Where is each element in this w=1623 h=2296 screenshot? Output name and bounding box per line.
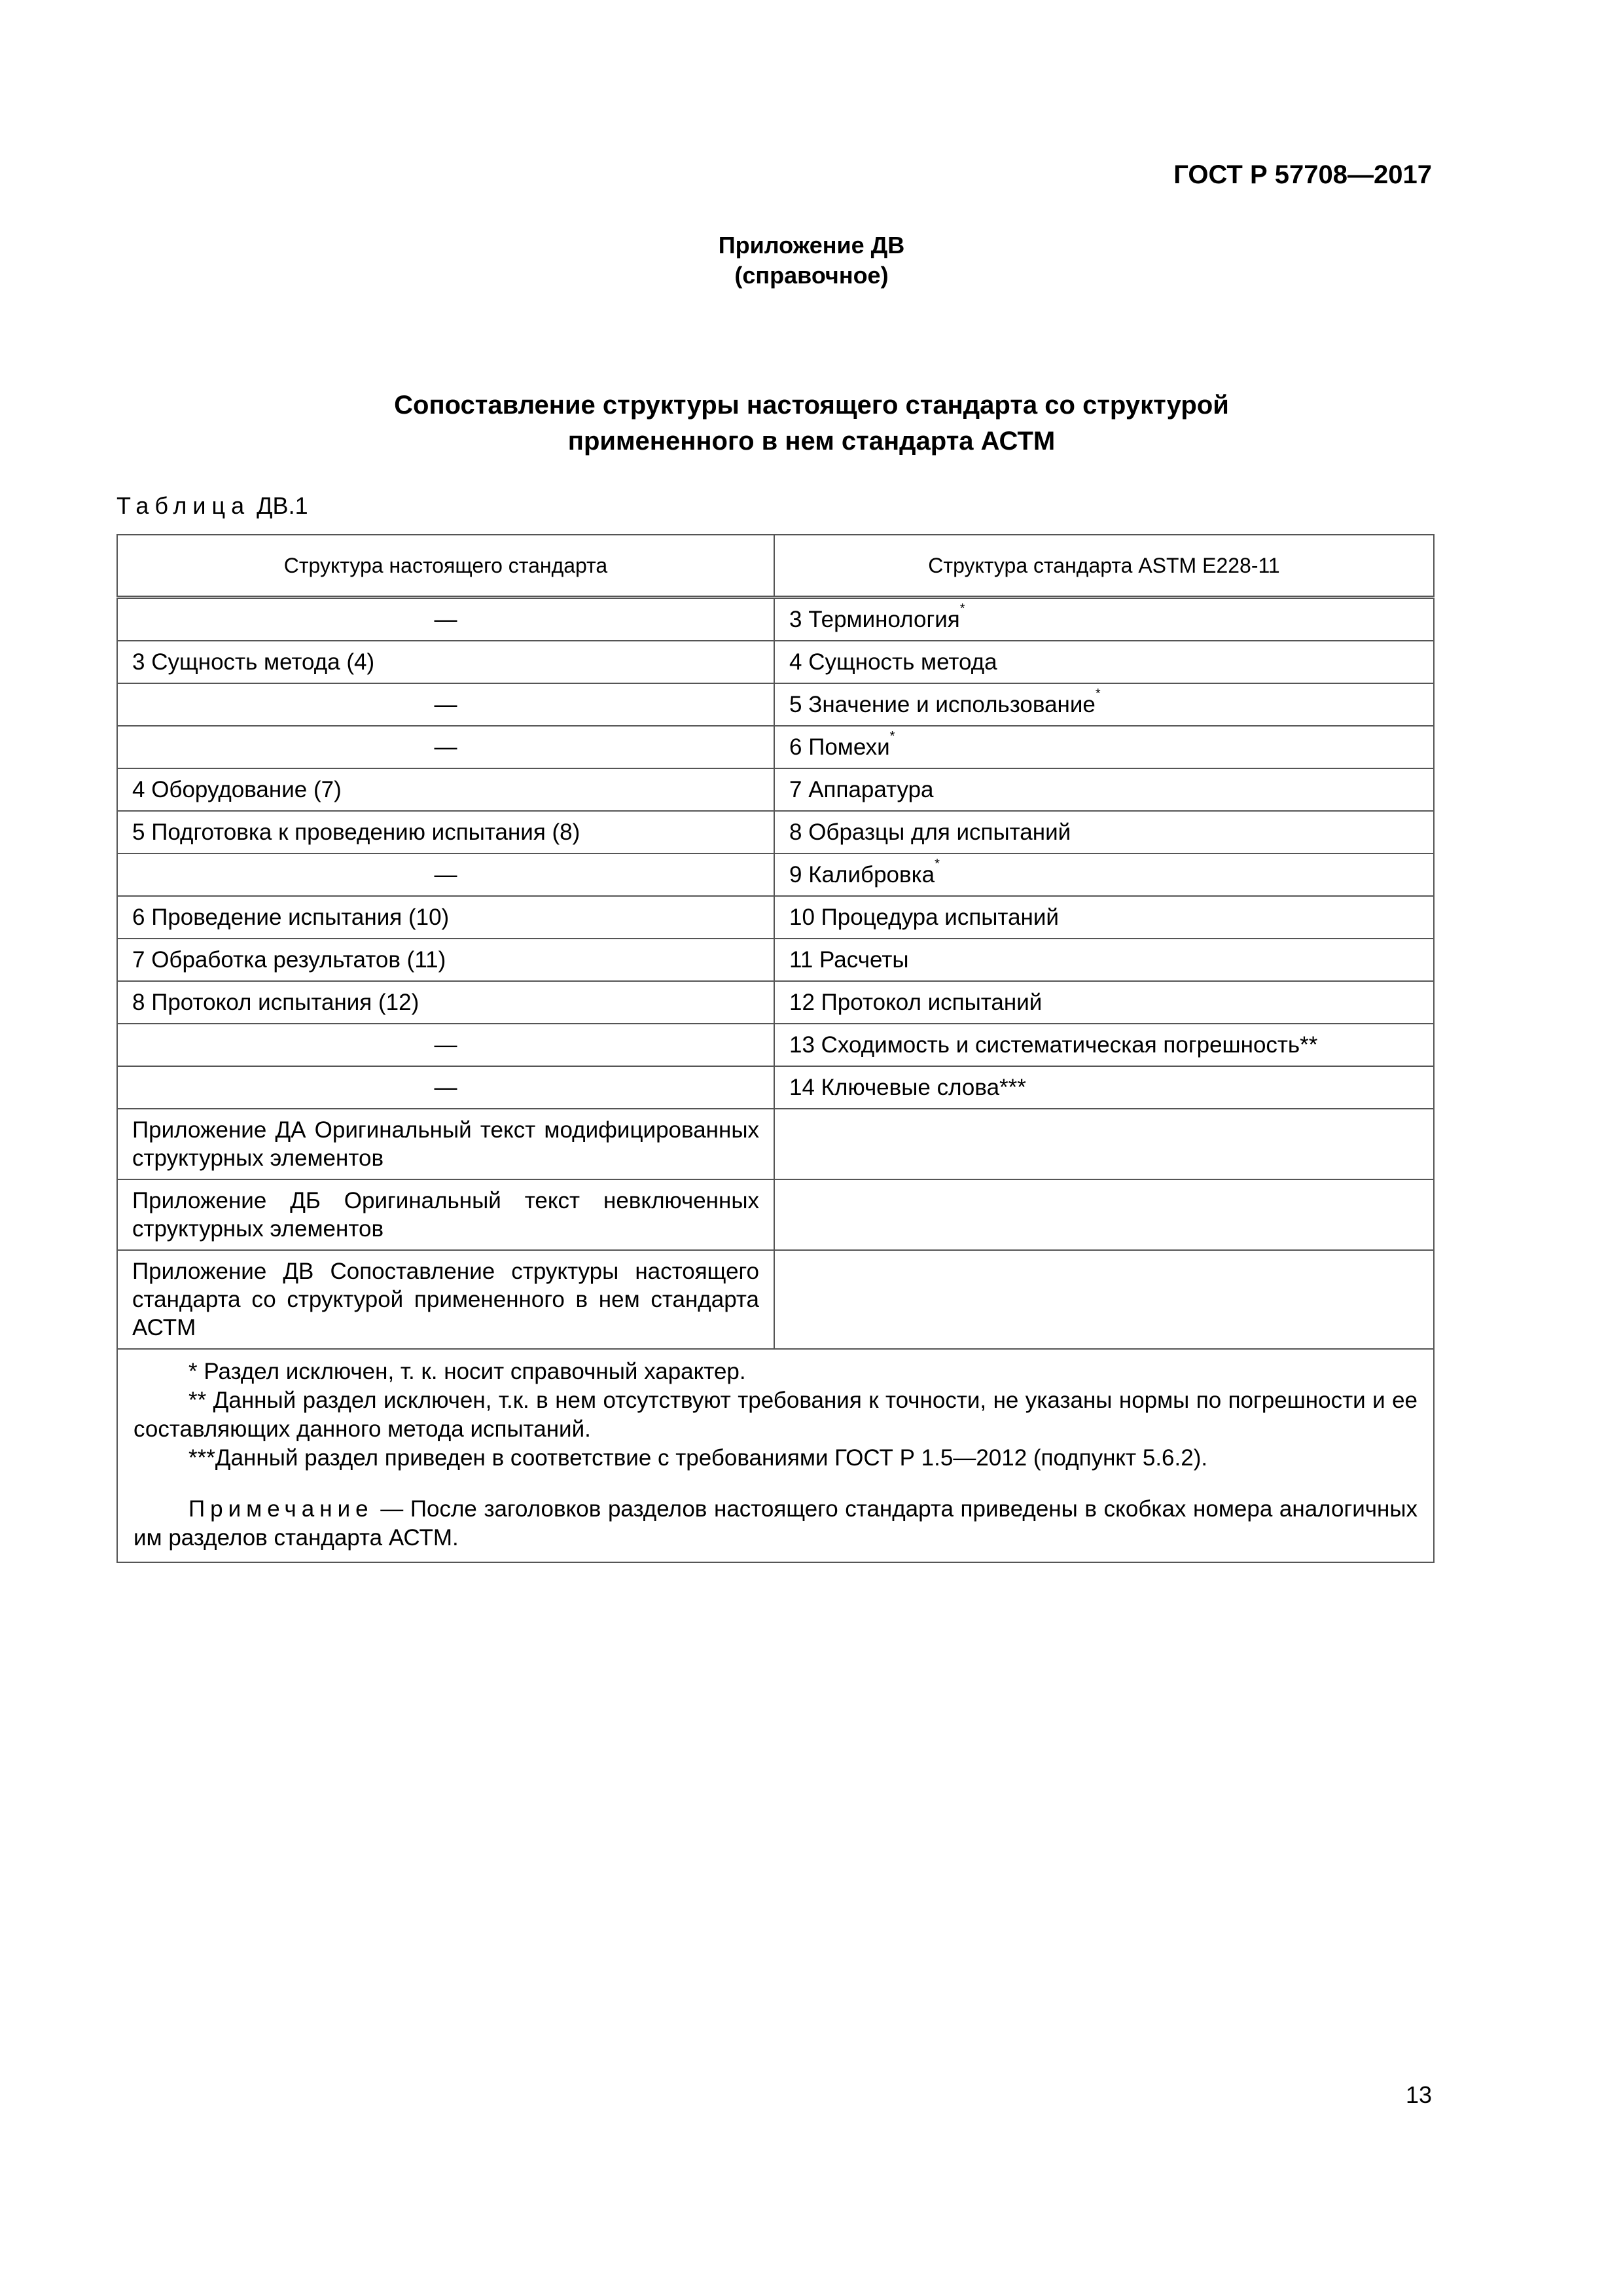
current-standard-section: — (117, 598, 774, 641)
table-row (117, 981, 1434, 1024)
current-standard-section: 8 Протокол испытания (12) (117, 981, 774, 1024)
page-number: 13 (1405, 2081, 1432, 2108)
astm-section-text: 5 Значение и использование (789, 692, 1096, 717)
table-caption-word: Таблица (116, 492, 251, 519)
table-row (117, 641, 1434, 683)
appendix-row (117, 1250, 1434, 1349)
footnote-1: * Раздел исключен, т. к. носит справочный характер. (188, 1359, 746, 1384)
page-title-line-1: Сопоставление структуры настоящего стандарта со структурой (394, 391, 1229, 420)
astm-section-text: 12 Протокол испытаний (789, 990, 1043, 1015)
note-label: Примечание (188, 1496, 374, 1522)
page-title (0, 387, 1623, 459)
footnote-2: ** Данный раздел исключен, т.к. в нем отсутствуют требования к точности, не указаны нормы по погрешности и ее составляющих данного метода испытаний. (134, 1388, 1418, 1442)
footnote-marker: * (959, 601, 965, 616)
astm-section-text: 6 Помехи (789, 734, 890, 760)
table-row (117, 726, 1434, 768)
current-standard-section: — (117, 683, 774, 726)
current-standard-section: 3 Сущность метода (4) (117, 641, 774, 683)
astm-standard-section (774, 1024, 1434, 1066)
table-header-row (117, 535, 1434, 598)
appendix-reference: Приложение ДА Оригинальный текст модифицированных структурных элементов (117, 1109, 774, 1179)
appendix-astm-empty (774, 1179, 1434, 1250)
appendix-row (117, 1109, 1434, 1179)
astm-standard-section (774, 896, 1434, 939)
table-row (117, 1066, 1434, 1109)
appendix-astm-empty (774, 1250, 1434, 1349)
astm-standard-section (774, 811, 1434, 853)
astm-section-text: 10 Процедура испытаний (789, 905, 1059, 930)
footnote-marker: * (935, 857, 940, 871)
astm-standard-section (774, 726, 1434, 768)
table-note (134, 1495, 1418, 1552)
current-standard-section: 4 Оборудование (7) (117, 768, 774, 811)
footnotes-row (117, 1349, 1434, 1562)
astm-section-text: 11 Расчеты (789, 947, 909, 973)
table-caption-number: ДВ.1 (257, 492, 308, 519)
astm-section-text: 13 Сходимость и систематическая погрешность** (789, 1032, 1318, 1058)
appendix-type: (справочное) (734, 262, 889, 289)
astm-section-text: 4 Сущность метода (789, 649, 997, 675)
current-standard-section: 5 Подготовка к проведению испытания (8) (117, 811, 774, 853)
astm-standard-section (774, 853, 1434, 896)
appendix-label: Приложение ДВ (718, 232, 905, 259)
document-code: ГОСТ Р 57708—2017 (1173, 160, 1432, 189)
table-row (117, 811, 1434, 853)
table-row (117, 598, 1434, 641)
astm-section-text: 9 Калибровка (789, 862, 935, 888)
appendix-row (117, 1179, 1434, 1250)
table-body (117, 598, 1434, 1563)
column-header-astm-standard: Структура стандарта ASTM E228-11 (774, 535, 1434, 598)
table-row (117, 1024, 1434, 1066)
comparison-table (116, 534, 1435, 1563)
astm-section-text: 14 Ключевые слова*** (789, 1075, 1026, 1100)
table-row (117, 896, 1434, 939)
astm-standard-section (774, 939, 1434, 981)
table-row (117, 853, 1434, 896)
current-standard-section: 7 Обработка результатов (11) (117, 939, 774, 981)
astm-standard-section (774, 683, 1434, 726)
current-standard-section: 6 Проведение испытания (10) (117, 896, 774, 939)
appendix-heading (0, 230, 1623, 291)
current-standard-section: — (117, 726, 774, 768)
astm-standard-section (774, 981, 1434, 1024)
footnote-marker: * (1095, 687, 1101, 701)
table-row (117, 939, 1434, 981)
table-row (117, 768, 1434, 811)
footnotes-cell (117, 1349, 1434, 1562)
current-standard-section: — (117, 1024, 774, 1066)
astm-standard-section (774, 768, 1434, 811)
astm-section-text: 8 Образцы для испытаний (789, 819, 1071, 845)
current-standard-section: — (117, 1066, 774, 1109)
note-text: — После заголовков разделов настоящего стандарта приведены в скобках номера аналогичных им разделов стандарта АСТМ. (134, 1496, 1418, 1551)
table-caption (116, 492, 308, 520)
footnote-marker: * (889, 729, 895, 744)
column-header-current-standard: Структура настоящего стандарта (117, 535, 774, 598)
astm-standard-section (774, 1066, 1434, 1109)
page-title-line-2: примененного в нем стандарта АСТМ (567, 427, 1056, 456)
appendix-reference: Приложение ДБ Оригинальный текст невключенных структурных элементов (117, 1179, 774, 1250)
astm-standard-section (774, 641, 1434, 683)
astm-section-text: 3 Терминология (789, 607, 960, 632)
appendix-astm-empty (774, 1109, 1434, 1179)
table-row (117, 683, 1434, 726)
footnote-3: ***Данный раздел приведен в соответствие с требованиями ГОСТ Р 1.5—2012 (подпункт 5.6.2). (188, 1445, 1208, 1471)
appendix-reference: Приложение ДВ Сопоставление структуры настоящего стандарта со структурой примененного в нем стандарта АСТМ (117, 1250, 774, 1349)
astm-section-text: 7 Аппаратура (789, 777, 934, 802)
astm-standard-section (774, 598, 1434, 641)
current-standard-section: — (117, 853, 774, 896)
